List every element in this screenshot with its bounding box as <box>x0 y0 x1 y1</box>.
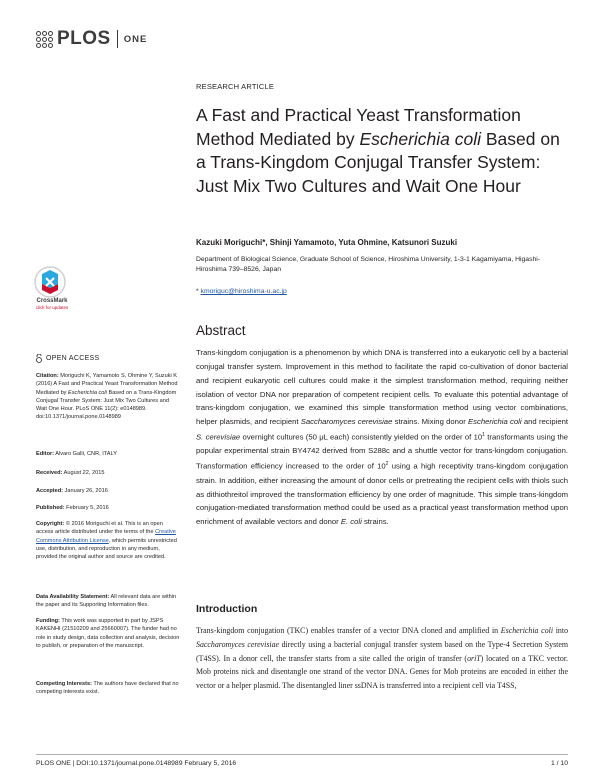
accepted-block: Accepted: January 26, 2016 <box>36 488 108 494</box>
introduction-heading: Introduction <box>196 603 258 615</box>
corresponding-email: * kmoriguc@hiroshima-u.ac.jp <box>196 288 287 295</box>
affiliation: Department of Biological Science, Graduate School of Science, Hiroshima University, 1-3-1 Kagamiyama, Higashi-Hiroshima 739–8526, Japan <box>196 256 541 273</box>
license-link[interactable]: Creative Commons Attribution License <box>36 529 176 544</box>
editor-block: Editor: Alvaro Galli, CNR, ITALY <box>36 451 117 457</box>
email-link[interactable]: kmoriguc@hiroshima-u.ac.jp <box>200 288 287 295</box>
data-availability-block: Data Availability Statement: All relevant data are within the paper and its Supporting Information files. <box>36 594 177 609</box>
page-number: 1 / 10 <box>550 760 568 767</box>
footer-citation: PLOS ONE | DOI:10.1371/journal.pone.0148989 February 5, 2016 <box>36 760 237 767</box>
citation-block: Citation: Moriguchi K, Yamamoto S, Ohmine Y, Suzuki K (2016) A Fast and Practical Yeast Transformation Method Mediated by Escherichia coli Based on a Trans-Kingdom Conjugal Transfer System: Just Mix Two Cultures and Wait One Hour. PLoS ONE 11(2): e0148989. doi:10.1371/journal.pone.0148989 <box>36 373 178 421</box>
competing-interests-block: Competing Interests: The authors have declared that no competing interests exist. <box>36 681 179 696</box>
plos-one-logo[interactable] <box>36 28 147 50</box>
footer-divider <box>36 754 568 755</box>
published-block: Published: February 5, 2016 <box>36 505 109 511</box>
received-block: Received: August 22, 2015 <box>36 470 105 476</box>
crossmark-sublabel[interactable]: click for updates <box>35 305 69 310</box>
article-title: A Fast and Practical Yeast Transformation Method Mediated by Escherichia coli Based on a Trans-Kingdom Conjugal Transfer System: Just Mix Two Cultures and Wait One Hour <box>196 105 560 196</box>
introduction-text: Trans-kingdom conjugation (TKC) enables transfer of a vector DNA cloned and amplified in Escherichia coli into Saccharomyces cerevisiae directly using a bacterial conjugal transfer system based on the Type-4 Secretion System (T4SS). In a donor cell, the transfer starts from a site called the origin of transfer (oriT) located on a TKC vector. Mob proteins nick and disentangle one strand of the vector DNA. Genes for Mob proteins are encoded in either the vector or a helper plasmid. The disentangled liner ssDNA is transferred into a recipient cell via T4SS, <box>196 626 569 691</box>
crossmark-label: CrossMark <box>36 298 68 304</box>
brand-name: PLOS <box>57 28 111 49</box>
abstract-text: Trans-kingdom conjugation is a phenomenon by which DNA is transferred into a eukaryotic cell by a bacterial conjugal transfer system. Improvement in this method to facilitate the rapid co-cultivation of donor bacterial and recipient eukaryotic cell cultures could make it the simplest transformation method, requiring neither isolation of vector DNA nor preparation of competent recipient cells. To evaluate this potential advantage of trans-kingdom conjugation, we examined this simple transformation method using vector combinations, helper plasmids, and recipient Saccharomyces cerevisiae strains. Mixing donor Escherichia coli and recipient S. cerevisiae overnight cultures (50 μL each) consistently yielded on the order of $10^1$ transformants using the popular experimental strain BY4742 derived from S288c and a shuttle vector for trans-kingdom conjugation. Transformation efficiency increased to the order of $10^2$ using a high receptivity trans-kingdom conjugation strain. In addition, either increasing the amount of donor cells or pretreating the recipient cells with thiols such as dithiothreitol improved the transformation efficiency by one order of magnitude. This simple trans-kingdom conjugation-mediated transformation method could be used as a practical yeast transformation method upon enrichment of available vectors and donor E. coli strains. <box>196 348 569 527</box>
author-list: Kazuki Moriguchi*, Shinji Yamamoto, Yuta Ohmine, Katsunori Suzuki <box>196 238 458 247</box>
journal-name: ONE <box>123 33 148 45</box>
abstract-heading: Abstract <box>196 323 246 338</box>
funding-block: Funding: This work was supported in part by JSPS KAKENHI (21510209 and 25660007). The funder had no role in study design, data collection and analysis, decision to publish, or preparation of the manuscript. <box>36 618 180 649</box>
open-access-badge: OPEN ACCESS <box>36 354 99 363</box>
open-lock-icon <box>36 354 42 363</box>
logo-divider <box>117 30 118 48</box>
plos-dots-icon <box>36 31 53 48</box>
copyright-block: Copyright: © 2016 Moriguchi et al. This is an open access article distributed under the terms of the Creative Commons Attribution License, which permits unrestricted use, distribution, and reproduction in any medium, provided the original author and source are credited. <box>36 521 177 561</box>
article-type: RESEARCH ARTICLE <box>196 82 275 91</box>
